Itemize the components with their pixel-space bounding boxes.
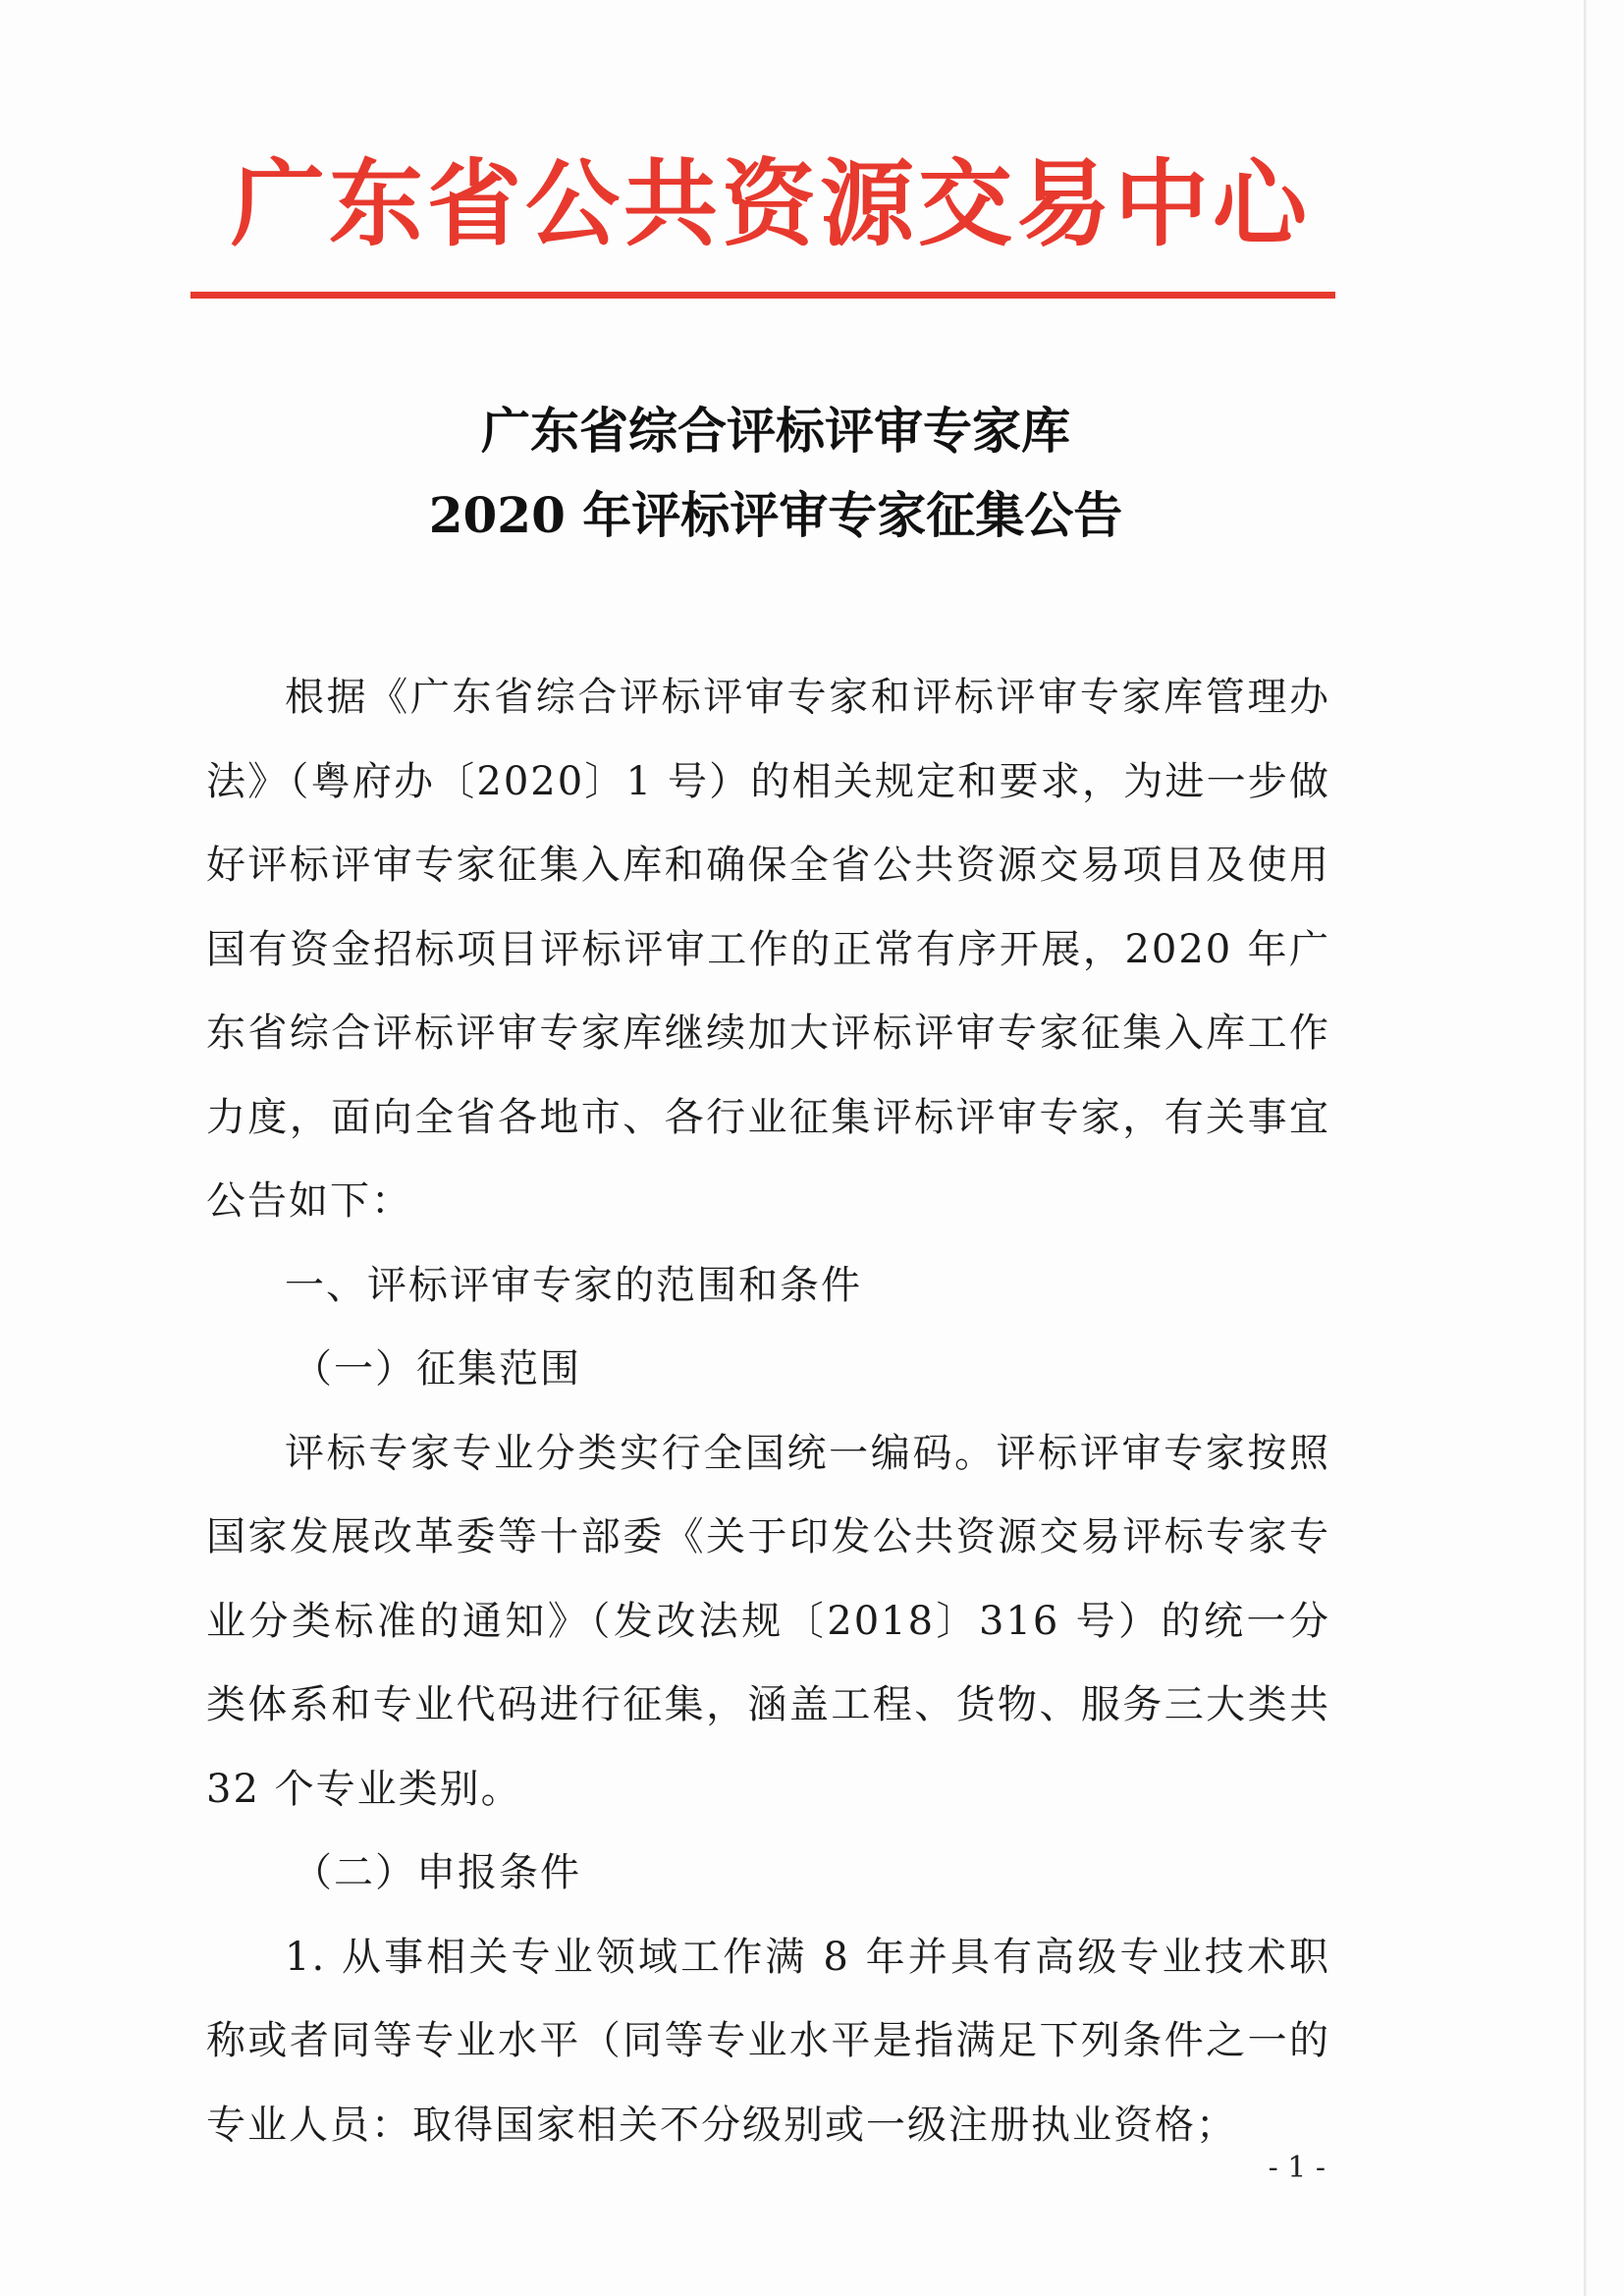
section1-heading: 一、评标评审专家的范围和条件 (285, 1262, 862, 1308)
sub1-heading: （一）征集范围 (293, 1346, 581, 1392)
intro-paragraph: 根据《广东省综合评标评审专家和评标评审专家库管理办法》（粤府办〔2020〕1 号）的相关规定和要求，为进一步做好评标评审专家征集入库和确保全省公共资源交易项目及使用国有资金招标项目评标评审工作的正常有序开展，2020 年广东省综合评标评审专家库继续加大评标评审专家征集入库工作力度，面向全省各地市、各行业征集评标评审专家，有关事宜公告如下： (206, 675, 1330, 1224)
document-title-line1: 广东省综合评标评审专家库 (481, 402, 1070, 460)
page-number: - 1 - (1268, 2151, 1326, 2185)
sub1-paragraph: 评标专家专业分类实行全国统一编码。评标评审专家按照国家发展改革委等十部委《关于印发公共资源交易评标专家专业分类标准的通知》（发改法规〔2018〕316 号）的统一分类体系和专业代码进行征集，涵盖工程、货物、服务三大类共 32 个专业类别。 (206, 1430, 1330, 1812)
scan-edge (1584, 0, 1587, 2296)
document-body (206, 656, 1330, 2167)
document-title-line2: 2020 年评标评审专家征集公告 (428, 486, 1123, 544)
letterhead-org-name: 广东省公共资源交易中心 (231, 149, 1311, 259)
letterhead-red-rule (190, 292, 1335, 299)
sub2-heading: （二）申报条件 (293, 1850, 581, 1895)
item1-paragraph: 1. 从事相关专业领域工作满 8 年并具有高级专业技术职称或者同等专业水平（同等专业水平是指满足下列条件之一的专业人员：取得国家相关不分级别或一级注册执业资格； (206, 1934, 1330, 2148)
